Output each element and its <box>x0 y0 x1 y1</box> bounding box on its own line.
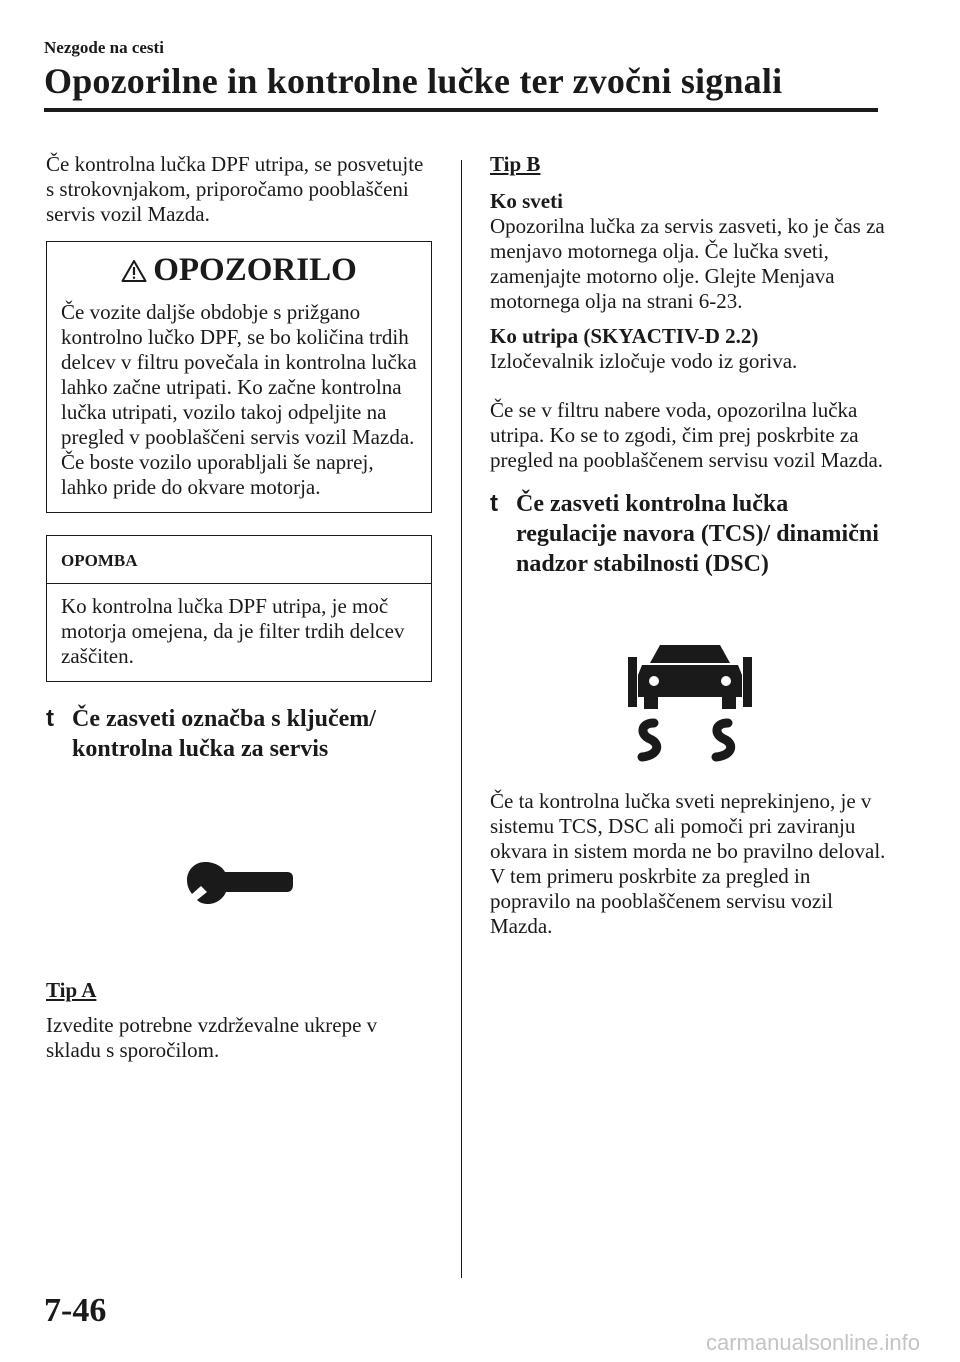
wrench-icon <box>183 856 295 910</box>
watermark: carmanualsonline.info <box>706 1330 921 1355</box>
warning-header <box>61 250 417 290</box>
warning-text: Če vozite daljše obdobje s prižgano kontrolno lučko DPF, se bo količina trdih delcev v filtru povečala in kontrolna lučka lahko začne utripati. Ko začne kontrolna lučka utripati, vozilo takoj odpeljite na pregled v pooblaščeni servis vozil Mazda. Če boste vozilo uporabljali še naprej, lahko pride do okvare motorja. <box>61 300 417 499</box>
ko-sveti-text: Opozorilna lučka za servis zasveti, ko je čas za menjavo motornega olja. Če lučka sveti, zamenjajte motorno olje. Glejte Menjava motornega olja na strani 6-23. <box>490 214 885 313</box>
service-light-heading <box>46 704 432 764</box>
skidding-car-icon <box>620 639 760 763</box>
ko-utripa-text-2: Če se v filtru nabere voda, opozorilna lučka utripa. Ko se to zgodi, čim prej poskrbite za pregled na pooblaščenem servisu vozil Mazda. <box>490 398 884 472</box>
note-text: Ko kontrolna lučka DPF utripa, je moč motorja omejena, da je filter trdih delcev zaščiten. <box>61 594 405 668</box>
warning-box <box>46 241 432 513</box>
note-box <box>46 535 432 682</box>
tcs-dsc-heading-text: Če zasveti kontrolna lučka regulacije navora (TCS)/ dinamični nadzor stabilnosti (DSC) <box>516 491 879 577</box>
tcs-text: Če ta kontrolna lučka sveti neprekinjeno, je v sistemu TCS, DSC ali pomoči pri zaviranju okvara in sistem morda ne bo pravilno deloval. V tem primeru poskrbite za pregled in popravilo na pooblaščenem servisu vozil Mazda. <box>490 789 886 938</box>
left-column <box>46 152 432 1063</box>
right-column <box>490 152 890 939</box>
heading-bullet: t <box>490 490 498 517</box>
ko-sveti-label: Ko sveti <box>490 189 563 213</box>
ko-utripa-label: Ko utripa (SKYACTIV-D 2.2) <box>490 324 759 348</box>
tip-a-text: Izvedite potrebne vzdrževalne ukrepe v skladu s sporočilom. <box>46 1013 378 1062</box>
service-light-heading-text: Če zasveti označba s ključem/ kontrolna lučka za servis <box>72 706 376 762</box>
warning-triangle-icon <box>121 259 147 283</box>
warning-title: OPOZORILO <box>153 252 357 288</box>
section-label: Nezgode na cesti <box>44 38 164 57</box>
column-divider <box>461 160 462 1278</box>
page-number: 7-46 <box>44 1292 107 1329</box>
heading-bullet: t <box>46 705 54 732</box>
title-rule <box>44 108 878 112</box>
ko-utripa-text-1: Izločevalnik izločuje vodo iz goriva. <box>490 349 798 373</box>
tip-a-label: Tip A <box>46 978 97 1002</box>
tip-b-label: Tip B <box>490 152 541 176</box>
page-title: Opozorilne in kontrolne lučke ter zvočni signali <box>44 61 783 101</box>
service-icon-container <box>46 856 432 910</box>
tcs-dsc-heading <box>490 489 890 579</box>
note-title: OPOMBA <box>47 536 431 584</box>
tcs-icon-container <box>490 639 890 763</box>
dpf-intro-paragraph: Če kontrolna lučka DPF utripa, se posvetujte s strokovnjakom, priporočamo pooblaščeni servis vozil Mazda. <box>46 152 424 226</box>
